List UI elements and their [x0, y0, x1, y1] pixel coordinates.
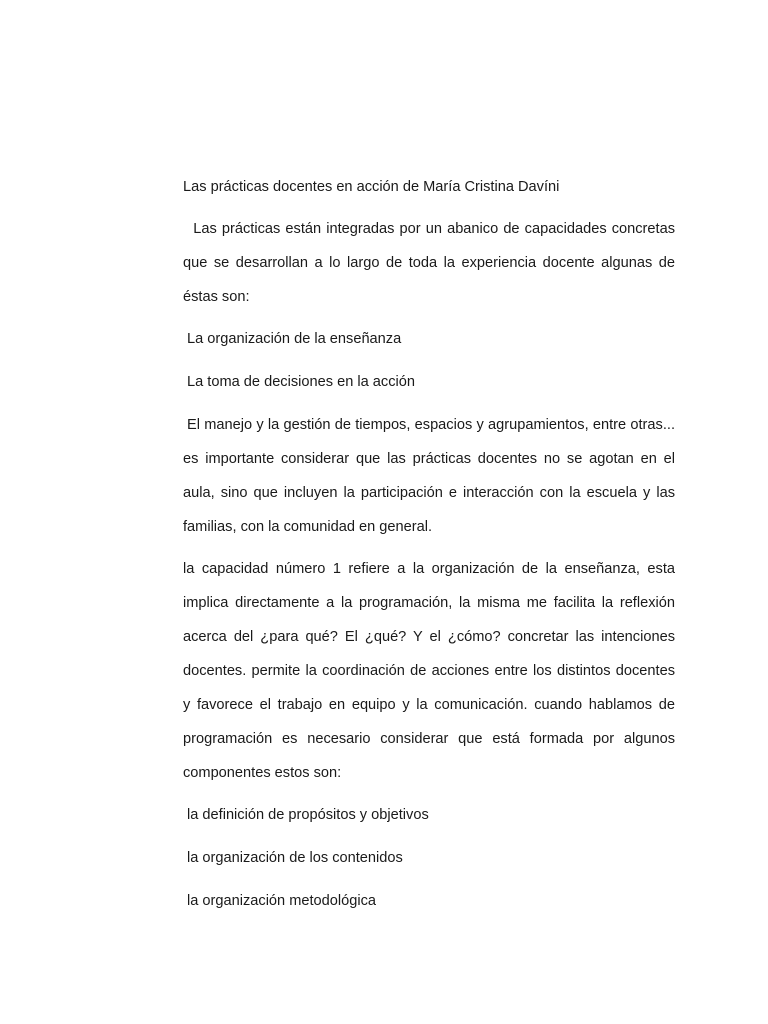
list-item: la organización metodológica	[187, 893, 377, 909]
list-item: La toma de decisiones en la acción	[187, 374, 415, 390]
document-body	[183, 170, 680, 927]
body-paragraph: la capacidad número 1 refiere a la organización de la enseñanza, esta implica directamente a la programación, la misma me facilita la reflexión acerca del ¿para qué? El ¿qué? Y el ¿cómo? concretar las intenciones docentes. permite la coordinación de acciones entre los distintos docentes y favorece el trabajo en equipo y la comunicación. cuando hablamos de programación es necesario considerar que está formada por algunos componentes estos son:	[183, 561, 675, 781]
list-item: la definición de propósitos y objetivos	[187, 807, 429, 823]
document-title: Las prácticas docentes en acción de María Cristina Davíni	[183, 179, 560, 195]
body-paragraph: El manejo y la gestión de tiempos, espacios y agrupamientos, entre otras... es importante considerar que las prácticas docentes no se agotan en el aula, sino que incluyen la participación e interacción con la escuela y las familias, con la comunidad en general.	[183, 417, 675, 535]
list-item: la organización de los contenidos	[187, 850, 403, 866]
list-item: La organización de la enseñanza	[187, 331, 402, 347]
intro-paragraph: Las prácticas están integradas por un abanico de capacidades concretas que se desarrollan a lo largo de toda la experiencia docente algunas de éstas son:	[183, 221, 680, 305]
